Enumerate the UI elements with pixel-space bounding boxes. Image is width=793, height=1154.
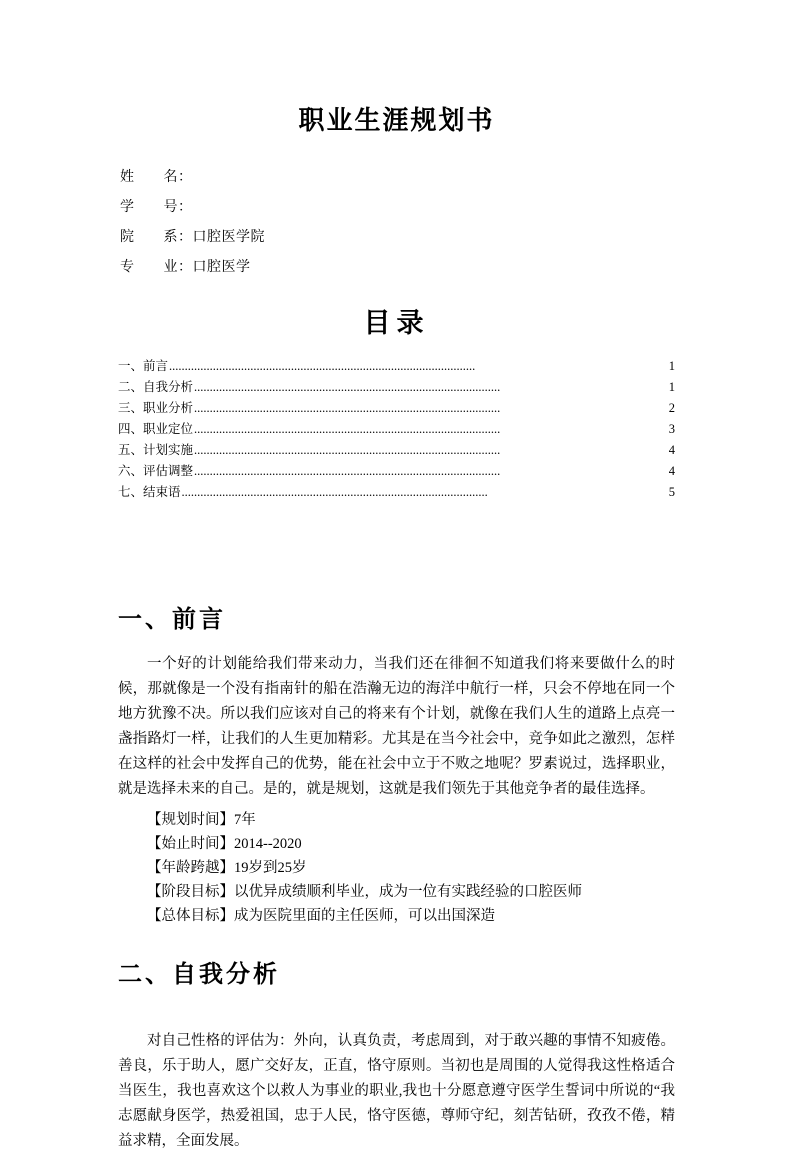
section-spacer xyxy=(118,503,675,599)
meta-id-label: 学 号： xyxy=(120,200,193,215)
bullet-overall-goal: 【总体目标】成为医院里面的主任医师，可以出国深造 xyxy=(147,908,495,924)
toc-leader-dots: .................................................................................................. xyxy=(194,464,501,478)
meta-name-label: 姓 名： xyxy=(120,170,193,185)
toc-leader-dots: .................................................................................................. xyxy=(194,401,501,415)
toc-leader-dots: .................................................................................................. xyxy=(194,380,501,394)
meta-department-value: 口腔医学院 xyxy=(192,230,265,245)
table-of-contents xyxy=(118,356,675,503)
toc-entry-page: 1 xyxy=(668,380,675,394)
section-spacer xyxy=(118,1007,675,1029)
page-title: 职业生涯规划书 xyxy=(298,106,495,136)
toc-leader-dots: .................................................................................................. xyxy=(181,485,488,499)
toc-entry[interactable] xyxy=(118,482,675,503)
toc-entry-page: 4 xyxy=(668,443,675,457)
toc-entry-label: 二、自我分析 xyxy=(118,380,194,394)
toc-entry-label: 一、前言 xyxy=(118,359,169,373)
meta-row xyxy=(120,253,675,283)
toc-entry-page: 3 xyxy=(668,422,675,436)
meta-major-value: 口腔医学 xyxy=(192,260,251,275)
toc-entry[interactable] xyxy=(118,398,675,419)
meta-row xyxy=(120,223,675,253)
toc-entry[interactable] xyxy=(118,356,675,377)
meta-row xyxy=(120,193,675,223)
meta-major-label: 专 业： xyxy=(120,260,193,275)
preface-bullet-list xyxy=(118,808,675,928)
bullet-stage-goal: 【阶段目标】以优异成绩顺利毕业，成为一位有实践经验的口腔医师 xyxy=(147,884,582,900)
bullet-plan-duration: 【规划时间】7年 xyxy=(147,812,256,828)
toc-entry-page: 1 xyxy=(668,359,675,373)
meta-row xyxy=(120,163,675,193)
toc-title: 目录 xyxy=(363,308,430,339)
toc-entry[interactable] xyxy=(118,440,675,461)
toc-entry-label: 四、职业定位 xyxy=(118,422,194,436)
bullet-age-range: 【年龄跨越】19岁到25岁 xyxy=(147,860,307,876)
bullet-plan-period: 【始止时间】2014--2020 xyxy=(147,836,302,852)
toc-entry-label: 五、计划实施 xyxy=(118,443,194,457)
section-heading-self-analysis: 二、自我分析 xyxy=(118,959,280,988)
toc-entry-page: 5 xyxy=(668,485,675,499)
meta-department-label: 院 系： xyxy=(120,230,193,245)
section-paragraph-preface: 一个好的计划能给我们带来动力，当我们还在徘徊不知道我们将来要做什么的时候，那就像是一个没有指南针的船在浩瀚无边的海洋中航行一样，只会不停地在同一个地方犹豫不决。所以我们应该对自己的将来有个计划，就像在我们人生的道路上点亮一盏指路灯一样，让我们的人生更加精彩。尤其是在当今社会中，竞争如此之激烈，怎样在这样的社会中发挥自己的优势，能在社会中立于不败之地呢？罗素说过，选择职业，就是选择未来的自己。是的，就是规划，这就是我们领先于其他竞争者的最佳选择。 xyxy=(118,656,675,797)
meta-info-list xyxy=(120,163,675,283)
toc-entry[interactable] xyxy=(118,377,675,398)
section-spacer xyxy=(118,928,675,954)
toc-entry-label: 七、结束语 xyxy=(118,485,181,499)
toc-entry-page: 2 xyxy=(668,401,675,415)
toc-entry-page: 4 xyxy=(668,464,675,478)
toc-leader-dots: .................................................................................................. xyxy=(194,443,501,457)
toc-leader-dots: .................................................................................................. xyxy=(169,359,476,373)
toc-leader-dots: .................................................................................................. xyxy=(194,422,501,436)
toc-entry-label: 三、职业分析 xyxy=(118,401,194,415)
toc-entry[interactable] xyxy=(118,419,675,440)
section-heading-preface: 一、前言 xyxy=(118,604,226,633)
toc-entry-label: 六、评估调整 xyxy=(118,464,194,478)
toc-entry[interactable] xyxy=(118,461,675,482)
section-paragraph-self-analysis: 对自己性格的评估为：外向，认真负责，考虑周到，对于敢兴趣的事情不知疲倦。善良，乐于助人，愿广交好友，正直，恪守原则。当初也是周围的人觉得我这性格适合当医生，我也喜欢这个以救人为事业的职业,我也十分愿意遵守医学生誓词中所说的“我志愿献身医学，热爱祖国，忠于人民，恪守医德，尊师守纪，刻苦钻研，孜孜不倦，精益求精，全面发展。 xyxy=(118,1033,675,1149)
